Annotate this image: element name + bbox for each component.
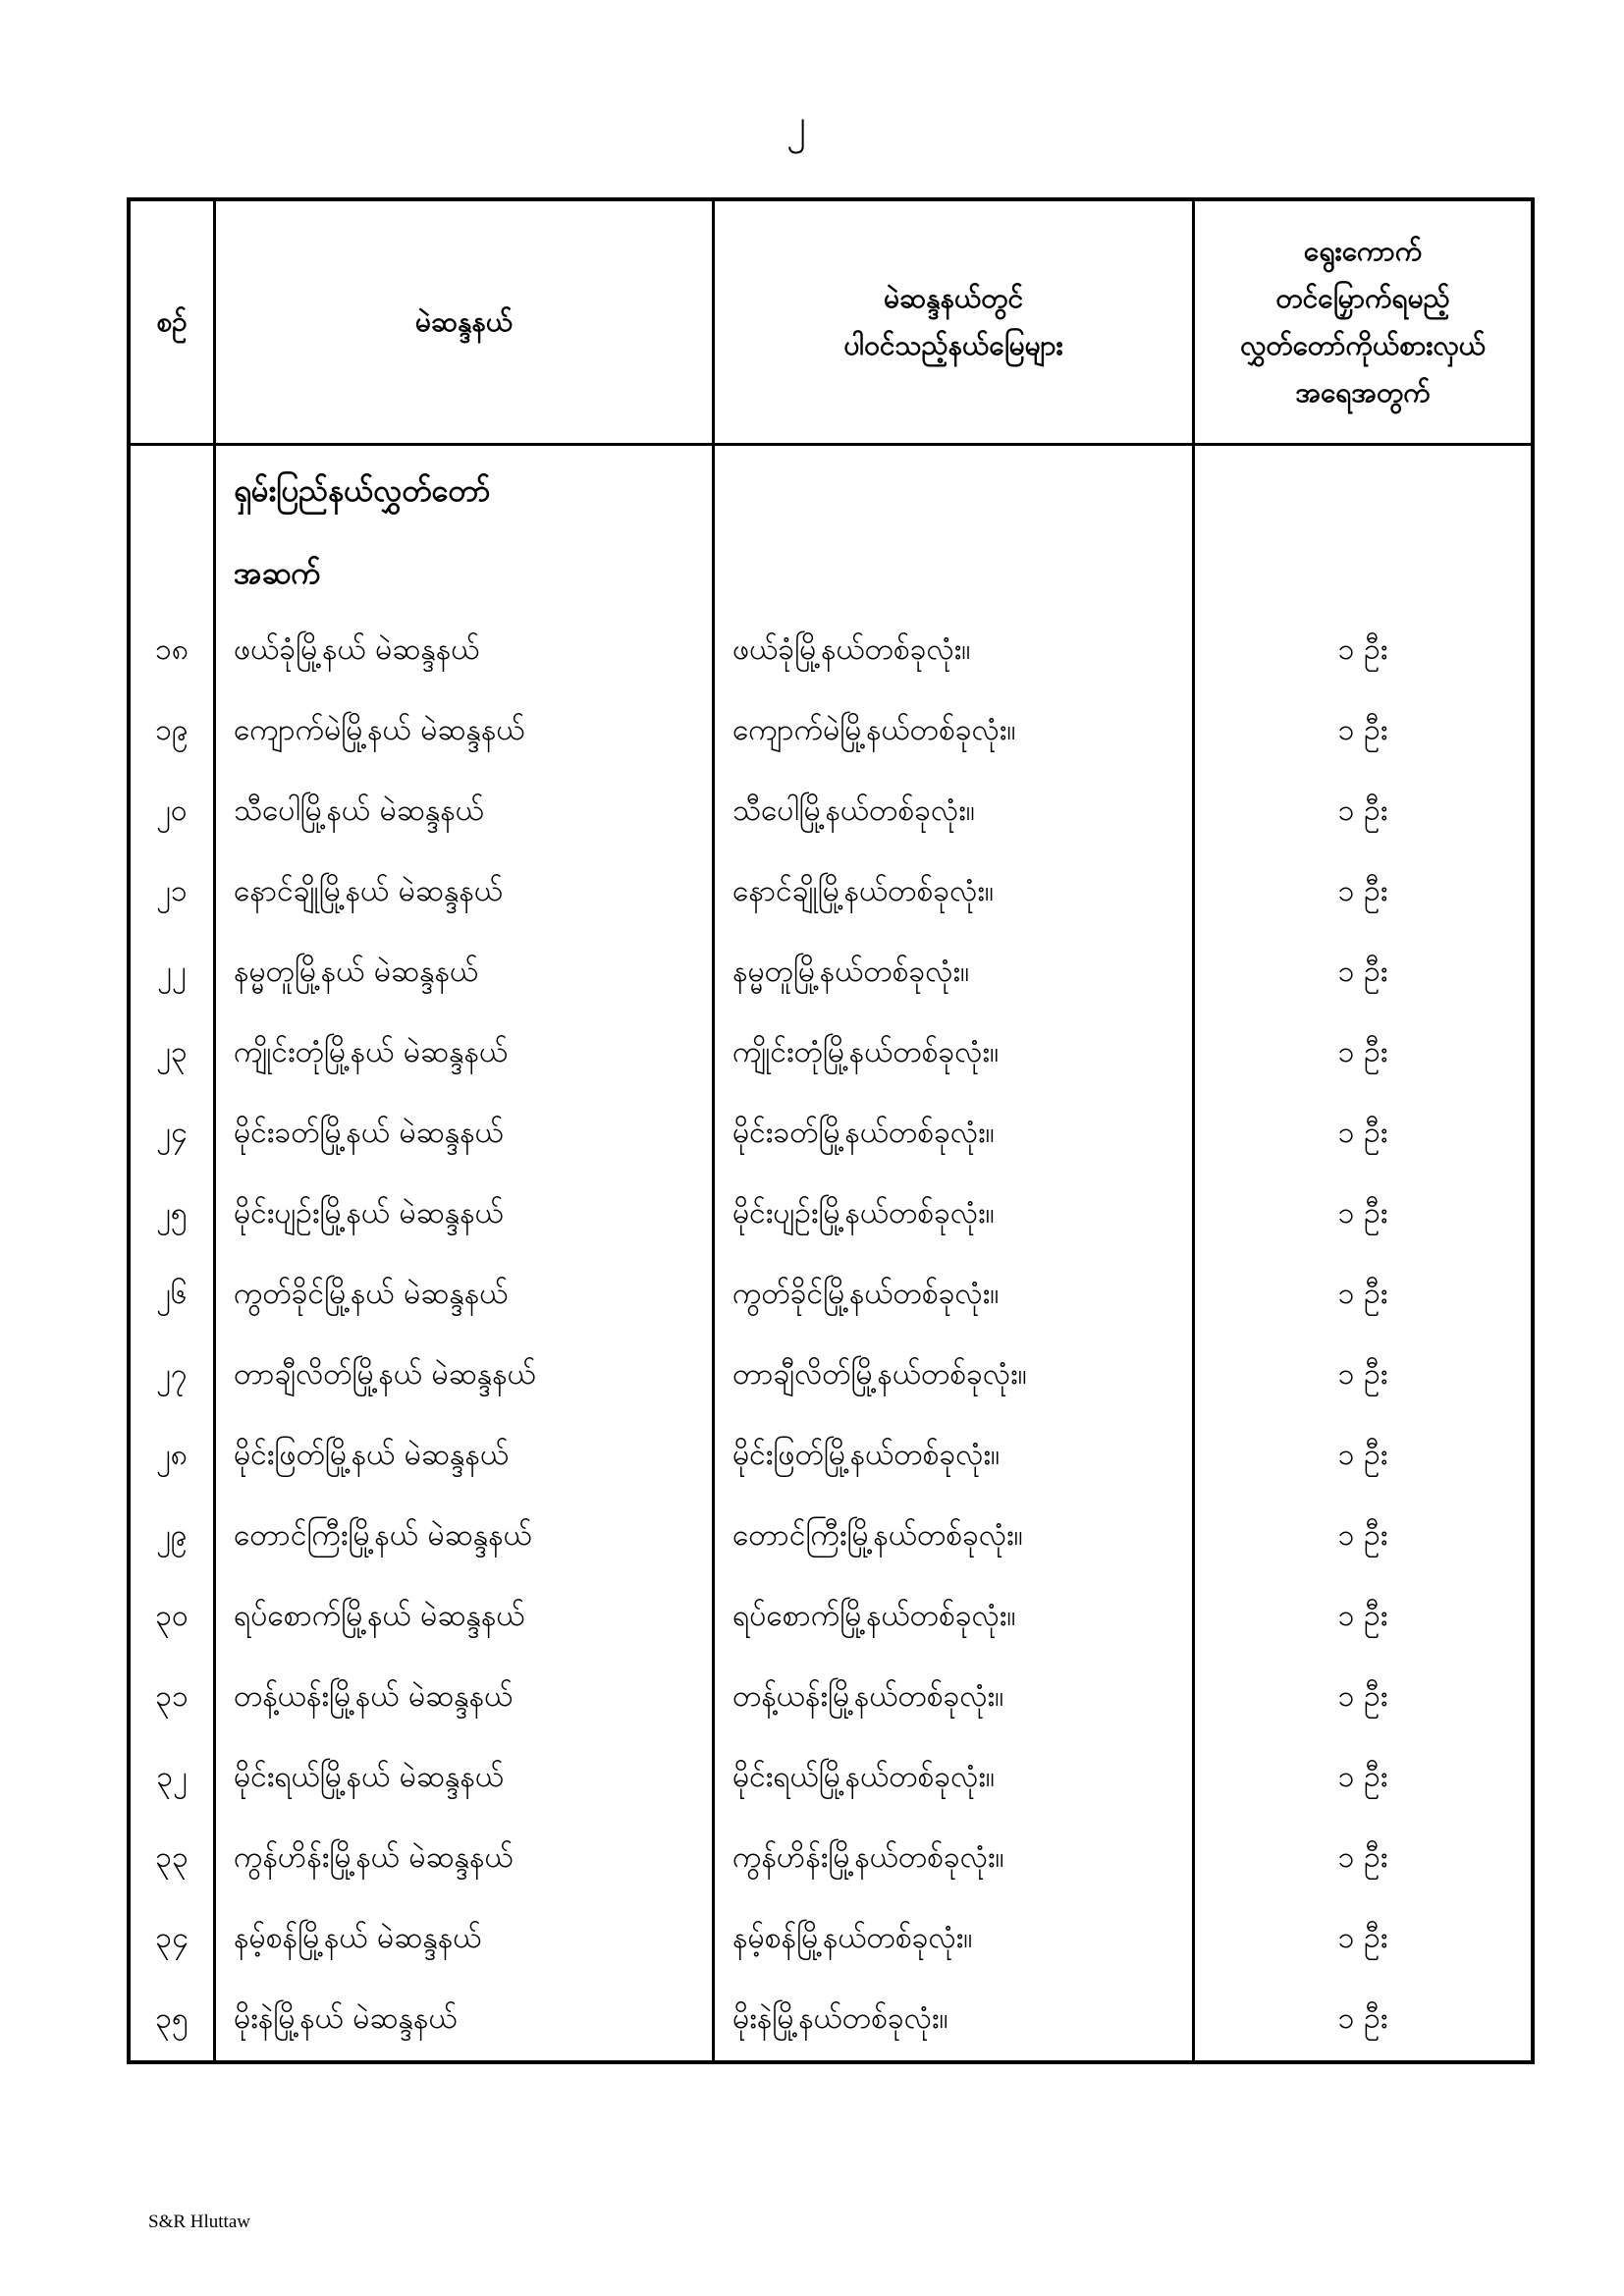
row-constituency: ကျောက်မဲမြို့နယ် မဲဆန္ဒနယ်: [216, 691, 715, 772]
header-reps-line4: အရေအတွက်: [1295, 376, 1431, 410]
table-row: [131, 1255, 1531, 1336]
row-serial: ၂၇: [131, 1336, 216, 1416]
table-row: [131, 1336, 1531, 1416]
row-serial: ၂၄: [131, 1094, 216, 1175]
row-reps: ၁ ဦး: [1337, 712, 1388, 747]
row-areas: ရပ်စောက်မြို့နယ်တစ်ခုလုံး။: [715, 1577, 1195, 1658]
row-areas: ကျိုင်းတုံမြို့နယ်တစ်ခုလုံး။: [715, 1013, 1195, 1094]
row-reps: ၁ ဦး: [1337, 1356, 1388, 1392]
page-number: ၂: [786, 101, 806, 146]
row-reps: ၁ ဦး: [1337, 2000, 1388, 2036]
row-reps: ၁ ဦး: [1337, 1276, 1388, 1311]
row-constituency: သီပေါမြို့နယ် မဲဆန္ဒနယ်: [216, 772, 715, 852]
row-serial: ၂၅: [131, 1175, 216, 1255]
section-areas-cell: [715, 446, 1195, 611]
header-reps-line2: တင်မြှောက်ရမည့်: [1275, 281, 1450, 314]
row-serial: ၂၂: [131, 933, 216, 1013]
row-constituency: ကွန်ဟိန်းမြို့နယ် မဲဆန္ဒနယ်: [216, 1819, 715, 1899]
header-reps-line1: ရွေးကောက်: [1303, 234, 1423, 267]
row-reps: ၁ ဦး: [1337, 1839, 1388, 1875]
row-reps: ၁ ဦး: [1337, 793, 1388, 828]
header-representatives: [1195, 201, 1531, 443]
row-serial: ၃၂: [131, 1738, 216, 1819]
table-row: [131, 1819, 1531, 1899]
section-serial-cell: [131, 446, 216, 611]
row-constituency: မိုင်းဖြတ်မြို့နယ် မဲဆန္ဒနယ်: [216, 1416, 715, 1497]
row-reps: ၁ ဦး: [1337, 1195, 1388, 1230]
table-row: [131, 1899, 1531, 1980]
table-row: [131, 772, 1531, 852]
row-serial: ၂၆: [131, 1255, 216, 1336]
row-reps: ၁ ဦး: [1337, 954, 1388, 989]
row-reps: ၁ ဦး: [1337, 1598, 1388, 1633]
row-areas: မိုင်းရယ်မြို့နယ်တစ်ခုလုံး။: [715, 1738, 1195, 1819]
section-reps-cell: [1195, 446, 1531, 611]
row-constituency: ကျိုင်းတုံမြို့နယ် မဲဆန္ဒနယ်: [216, 1013, 715, 1094]
row-areas: ကွန်ဟိန်းမြို့နယ်တစ်ခုလုံး။: [715, 1819, 1195, 1899]
row-serial: ၂၈: [131, 1416, 216, 1497]
row-constituency: ကွတ်ခိုင်မြို့နယ် မဲဆန္ဒနယ်: [216, 1255, 715, 1336]
header-constituency: မဲဆန္ဒနယ်: [216, 201, 715, 443]
row-areas: နမ္မတူမြို့နယ်တစ်ခုလုံး။: [715, 933, 1195, 1013]
constituency-table: [127, 197, 1535, 2064]
table-row: [131, 1175, 1531, 1255]
row-areas: သီပေါမြို့နယ်တစ်ခုလုံး။: [715, 772, 1195, 852]
table-row: [131, 1497, 1531, 1577]
row-areas: တောင်ကြီးမြို့နယ်တစ်ခုလုံး။: [715, 1497, 1195, 1577]
row-serial: ၃၀: [131, 1577, 216, 1658]
table-row: [131, 1013, 1531, 1094]
header-areas-line2: ပါဝင်သည့်နယ်မြေများ: [843, 329, 1063, 361]
table-row: [131, 1980, 1531, 2060]
row-serial: ၃၃: [131, 1819, 216, 1899]
header-areas-line1: မဲဆန္ဒနယ်တွင်: [884, 281, 1023, 314]
table-row: [131, 1416, 1531, 1497]
row-constituency: ဖယ်ခုံမြို့နယ် မဲဆန္ဒနယ်: [216, 611, 715, 691]
row-constituency: နောင်ချိုမြို့နယ် မဲဆန္ဒနယ်: [216, 852, 715, 933]
row-reps: ၁ ဦး: [1337, 1034, 1388, 1069]
row-constituency: ရပ်စောက်မြို့နယ် မဲဆန္ဒနယ်: [216, 1577, 715, 1658]
row-serial: ၂၃: [131, 1013, 216, 1094]
row-areas: ဖယ်ခုံမြို့နယ်တစ်ခုလုံး။: [715, 611, 1195, 691]
row-constituency: မိုင်းပျဉ်းမြို့နယ် မဲဆန္ဒနယ်: [216, 1175, 715, 1255]
row-serial: ၂၉: [131, 1497, 216, 1577]
row-areas: ကျောက်မဲမြို့နယ်တစ်ခုလုံး။: [715, 691, 1195, 772]
section-title-line2: အဆက်: [234, 556, 321, 591]
row-areas: နမ့်စန်မြို့နယ်တစ်ခုလုံး။: [715, 1899, 1195, 1980]
table-row: [131, 1577, 1531, 1658]
row-serial: ၂၁: [131, 852, 216, 933]
table-row: [131, 1094, 1531, 1175]
header-areas: [715, 201, 1195, 443]
row-reps: ၁ ဦး: [1337, 1678, 1388, 1714]
table-row: [131, 1738, 1531, 1819]
row-reps: ၁ ဦး: [1337, 1517, 1388, 1553]
row-serial: ၁၉: [131, 691, 216, 772]
row-areas: မိုင်းပျဉ်းမြို့နယ်တစ်ခုလုံး။: [715, 1175, 1195, 1255]
row-constituency: နမ့်စန်မြို့နယ် မဲဆန္ဒနယ်: [216, 1899, 715, 1980]
header-serial: စဉ်: [131, 201, 216, 443]
row-areas: မိုးနဲမြို့နယ်တစ်ခုလုံး။: [715, 1980, 1195, 2060]
table-row: [131, 933, 1531, 1013]
row-constituency: မိုင်းခတ်မြို့နယ် မဲဆန္ဒနယ်: [216, 1094, 715, 1175]
row-reps: ၁ ဦး: [1337, 873, 1388, 908]
row-serial: ၃၁: [131, 1658, 216, 1738]
row-constituency: တန့်ယန်းမြို့နယ် မဲဆန္ဒနယ်: [216, 1658, 715, 1738]
row-constituency: မိုင်းရယ်မြို့နယ် မဲဆန္ဒနယ်: [216, 1738, 715, 1819]
row-reps: ၁ ဦး: [1337, 1759, 1388, 1794]
header-reps-line3: လွှတ်တော်ကိုယ်စားလှယ်: [1240, 329, 1486, 361]
row-constituency: နမ္မတူမြို့နယ် မဲဆန္ဒနယ်: [216, 933, 715, 1013]
footer-watermark: S&R Hluttaw: [148, 2212, 250, 2232]
section-header-row: [131, 446, 1531, 611]
row-reps: ၁ ဦး: [1337, 631, 1388, 667]
row-serial: ၁၈: [131, 611, 216, 691]
table-header-row: [131, 201, 1531, 446]
section-title-line1: ရှမ်းပြည်နယ်လွှတ်တော်: [234, 473, 491, 509]
row-constituency: တောင်ကြီးမြို့နယ် မဲဆန္ဒနယ်: [216, 1497, 715, 1577]
table-row: [131, 852, 1531, 933]
row-serial: ၃၅: [131, 1980, 216, 2060]
row-areas: နောင်ချိုမြို့နယ်တစ်ခုလုံး။: [715, 852, 1195, 933]
table-row: [131, 611, 1531, 691]
section-title: [216, 446, 715, 611]
row-reps: ၁ ဦး: [1337, 1437, 1388, 1472]
row-constituency: တာချီလိတ်မြို့နယ် မဲဆန္ဒနယ်: [216, 1336, 715, 1416]
row-areas: မိုင်းဖြတ်မြို့နယ်တစ်ခုလုံး။: [715, 1416, 1195, 1497]
row-areas: မိုင်းခတ်မြို့နယ်တစ်ခုလုံး။: [715, 1094, 1195, 1175]
row-serial: ၃၄: [131, 1899, 216, 1980]
row-reps: ၁ ဦး: [1337, 1115, 1388, 1150]
row-serial: ၂၀: [131, 772, 216, 852]
table-row: [131, 691, 1531, 772]
table-row: [131, 1658, 1531, 1738]
row-reps: ၁ ဦး: [1337, 1920, 1388, 1955]
row-areas: တာချီလိတ်မြို့နယ်တစ်ခုလုံး။: [715, 1336, 1195, 1416]
row-areas: ကွတ်ခိုင်မြို့နယ်တစ်ခုလုံး။: [715, 1255, 1195, 1336]
row-constituency: မိုးနဲမြို့နယ် မဲဆန္ဒနယ်: [216, 1980, 715, 2060]
row-areas: တန့်ယန်းမြို့နယ်တစ်ခုလုံး။: [715, 1658, 1195, 1738]
